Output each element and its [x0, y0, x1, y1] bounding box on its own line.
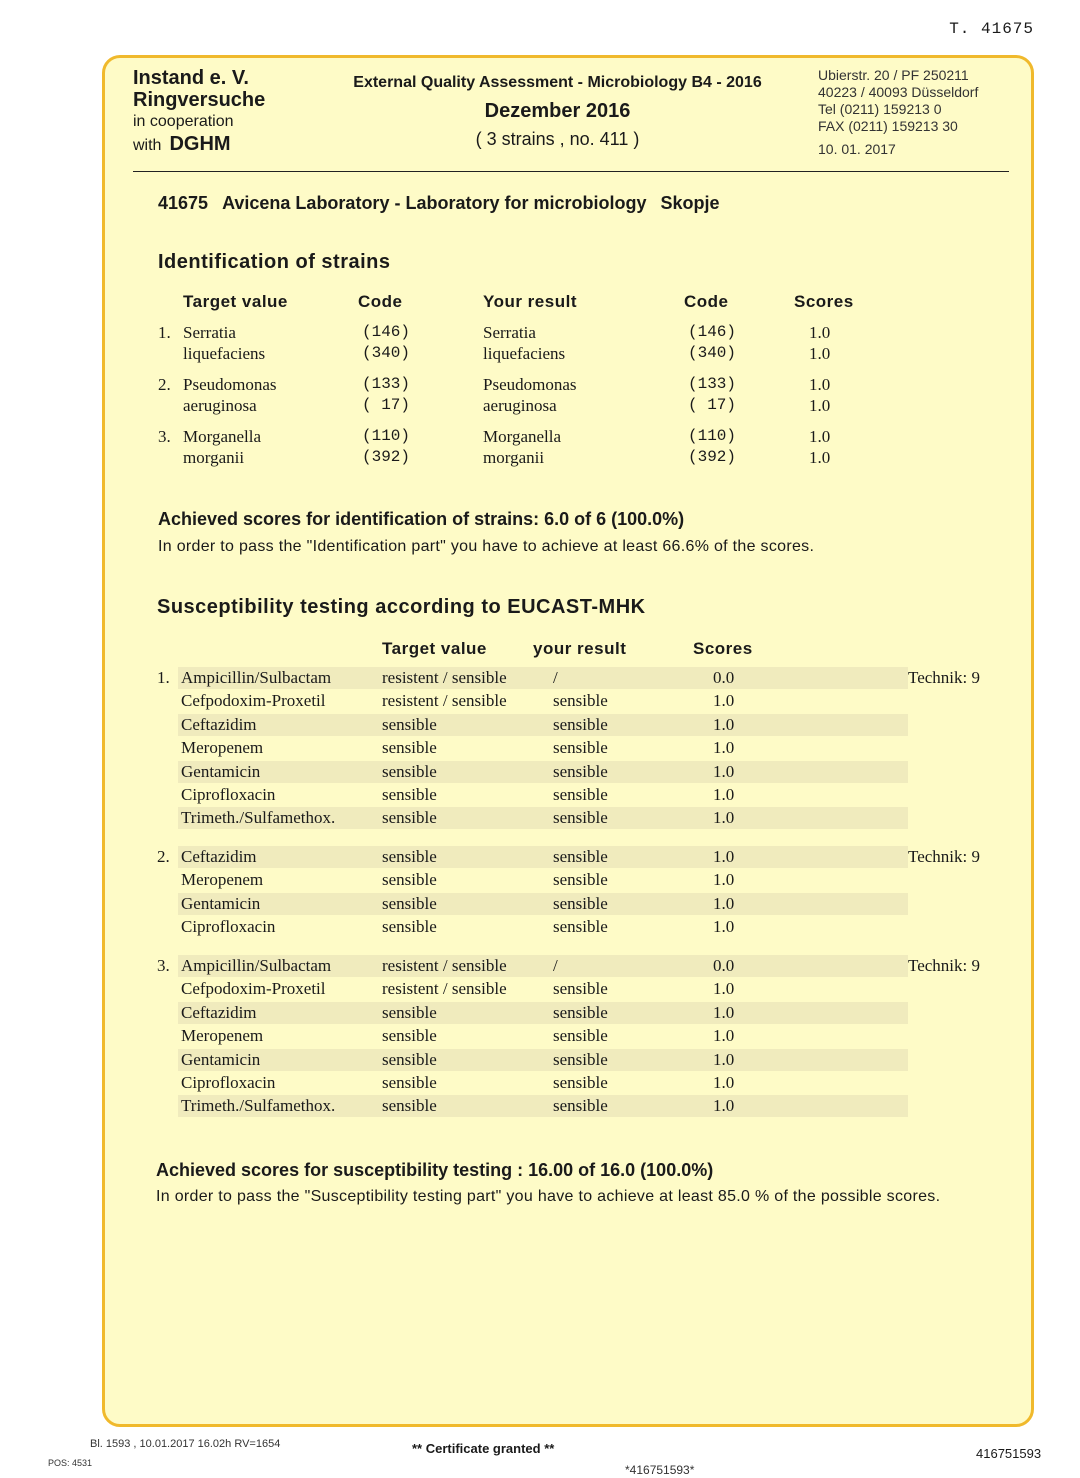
your-result: sensible [553, 979, 608, 999]
target-value: resistent / sensible [382, 979, 507, 999]
id-cell-s2: 1.0 [809, 344, 831, 363]
target-value: sensible [382, 1049, 437, 1069]
id-cell-num: 3. [158, 427, 171, 446]
susceptibility-row [178, 916, 908, 938]
id-cell-c1: (146) [362, 323, 411, 341]
cooperation-label: in cooperation [133, 113, 234, 130]
id-cell-t2: morganii [183, 448, 245, 467]
target-value: sensible [382, 1026, 437, 1046]
your-result: / [553, 668, 558, 687]
group-number: 2. [157, 847, 170, 866]
score-value: 1.0 [713, 1073, 735, 1092]
your-result: sensible [553, 1049, 608, 1069]
target-value: sensible [382, 917, 437, 937]
id-cell-t2: liquefaciens [183, 344, 266, 363]
score-value: 1.0 [713, 1002, 735, 1022]
your-result: sensible [553, 1002, 608, 1022]
identification-title: Identification of strains [158, 251, 391, 273]
lab-identification [158, 193, 734, 214]
susceptibility-row [178, 690, 908, 712]
identification-row [0, 426, 831, 468]
identification-pass-note: In order to pass the "Identification part" you have to achieve at least 66.6% of the scores. [158, 538, 815, 555]
id-cell-r2: liquefaciens [483, 344, 566, 363]
target-value: sensible [382, 738, 437, 758]
org-subtitle: Ringversuche [133, 89, 266, 111]
id-cell-t1: Pseudomonas [183, 375, 277, 394]
score-value: 1.0 [713, 893, 735, 913]
susceptibility-row [178, 761, 908, 783]
susceptibility-row [178, 807, 908, 829]
antibiotic-name: Cefpodoxim-Proxetil [181, 979, 326, 999]
col-result-code: Code [684, 292, 729, 311]
target-value: sensible [382, 785, 437, 804]
target-value: sensible [382, 893, 437, 913]
antibiotic-name: Cefpodoxim-Proxetil [181, 691, 326, 711]
target-value: resistent / sensible [382, 691, 507, 711]
footer-pos: POS: 4531 [48, 1458, 93, 1468]
your-result: sensible [553, 714, 608, 734]
target-value: sensible [382, 761, 437, 781]
antibiotic-name: Gentamicin [181, 761, 261, 781]
your-result: sensible [553, 1073, 608, 1092]
group-number: 3. [157, 956, 170, 975]
score-value: 1.0 [713, 785, 735, 804]
col-code: Code [358, 292, 403, 311]
barcode-text: *416751593* [625, 1463, 695, 1477]
score-value: 1.0 [713, 691, 735, 711]
antibiotic-name: Ampicillin/Sulbactam [181, 668, 332, 687]
score-value: 1.0 [713, 714, 735, 734]
col-your-result: Your result [483, 292, 577, 311]
id-cell-rc2: ( 17) [688, 396, 737, 414]
susceptibility-row [178, 1025, 908, 1047]
antibiotic-name: Trimeth./Sulfamethox. [181, 808, 336, 828]
antibiotic-name: Meropenem [181, 1026, 264, 1046]
antibiotic-name: Ciprofloxacin [181, 1073, 276, 1092]
your-result: sensible [553, 893, 608, 913]
your-result: sensible [553, 691, 608, 711]
score-value: 0.0 [713, 668, 735, 687]
group-number: 1. [157, 668, 170, 687]
footer-bl-line: Bl. 1593 , 10.01.2017 16.02h RV=1654 [90, 1438, 281, 1450]
target-value: sensible [382, 1073, 437, 1092]
antibiotic-name: Ciprofloxacin [181, 917, 276, 937]
your-result: sensible [553, 1026, 608, 1046]
issue-date: 10. 01. 2017 [818, 141, 896, 157]
antibiotic-name: Ceftazidim [181, 847, 257, 866]
target-value: sensible [382, 847, 437, 866]
col-scores: Scores [794, 292, 854, 311]
score-value: 1.0 [713, 847, 735, 866]
id-cell-num: 2. [158, 375, 171, 394]
target-value: sensible [382, 714, 437, 734]
antibiotic-name: Meropenem [181, 870, 264, 890]
lab-city: Skopje [660, 193, 720, 213]
id-cell-s1: 1.0 [809, 323, 831, 342]
target-value: sensible [382, 870, 437, 890]
susceptibility-row [178, 893, 908, 915]
id-cell-c2: (392) [362, 448, 411, 466]
your-result: sensible [553, 847, 608, 866]
id-cell-rc2: (340) [688, 344, 737, 362]
antibiotic-name: Ceftazidim [181, 714, 257, 734]
id-cell-rc1: (133) [688, 375, 737, 393]
eqa-title: External Quality Assessment - Microbiology B4 - 2016 [353, 74, 762, 91]
antibiotic-name: Gentamicin [181, 1049, 261, 1069]
technik-label: Technik: 9 [908, 668, 980, 687]
certificate-status: ** Certificate granted ** [412, 1441, 555, 1456]
susceptibility-row [178, 714, 908, 736]
org-name: Instand e. V. [133, 67, 249, 89]
susceptibility-row [178, 1072, 908, 1094]
fax: FAX (0211) 159213 30 [818, 118, 958, 134]
id-cell-s2: 1.0 [809, 396, 831, 415]
id-cell-rc1: (110) [688, 427, 737, 445]
antibiotic-name: Ciprofloxacin [181, 785, 276, 804]
id-cell-c2: (340) [362, 344, 411, 362]
identification-row [0, 322, 831, 364]
susceptibility-achieved: Achieved scores for susceptibility testing : 16.00 of 16.0 (100.0%) [156, 1160, 714, 1180]
eqa-strains-info: ( 3 strains , no. 411 ) [475, 129, 640, 149]
id-cell-s2: 1.0 [809, 448, 831, 467]
eqa-period: Dezember 2016 [484, 100, 631, 122]
susceptibility-pass-note: In order to pass the "Susceptibility testing part" you have to achieve at least 85.0 % of the possible scores. [156, 1188, 941, 1205]
identification-achieved: Achieved scores for identification of strains: 6.0 of 6 (100.0%) [158, 509, 685, 529]
antibiotic-name: Ceftazidim [181, 1002, 257, 1022]
susceptibility-row [178, 869, 908, 891]
score-value: 1.0 [713, 761, 735, 781]
eqa-title-block [320, 74, 795, 150]
susceptibility-title: Susceptibility testing according to EUCAST-MHK [157, 596, 646, 618]
your-result: sensible [553, 808, 608, 828]
your-result: sensible [553, 785, 608, 804]
susceptibility-row [178, 784, 908, 806]
id-cell-r1: Morganella [483, 427, 562, 446]
id-cell-c2: ( 17) [362, 396, 411, 414]
technik-label: Technik: 9 [908, 956, 980, 975]
target-value: sensible [382, 1096, 437, 1116]
identification-row [0, 374, 831, 416]
id-cell-num: 1. [158, 323, 171, 342]
id-cell-c1: (133) [362, 375, 411, 393]
page-number: T. 41675 [949, 20, 1034, 38]
your-result: sensible [553, 917, 608, 937]
antibiotic-name: Ampicillin/Sulbactam [181, 956, 332, 975]
id-cell-r2: morganii [483, 448, 545, 467]
target-value: resistent / sensible [382, 956, 507, 975]
lab-name: Avicena Laboratory - Laboratory for microbiology [222, 193, 647, 213]
id-cell-rc1: (146) [688, 323, 737, 341]
address-city: 40223 / 40093 Düsseldorf [818, 84, 979, 100]
susceptibility-row [178, 846, 908, 868]
id-cell-r1: Serratia [483, 323, 536, 342]
score-value: 1.0 [713, 917, 735, 937]
address-street: Ubierstr. 20 / PF 250211 [818, 67, 969, 83]
target-value: resistent / sensible [382, 668, 507, 687]
target-value: sensible [382, 1002, 437, 1022]
score-value: 1.0 [713, 979, 735, 999]
id-cell-t2: aeruginosa [183, 396, 257, 415]
your-result: sensible [553, 738, 608, 758]
score-value: 1.0 [713, 1096, 735, 1116]
susceptibility-row [178, 955, 908, 977]
lab-number: 41675 [158, 193, 209, 213]
id-cell-t1: Serratia [183, 323, 236, 342]
target-value: sensible [382, 808, 437, 828]
antibiotic-name: Meropenem [181, 738, 264, 758]
score-value: 0.0 [713, 956, 735, 975]
antibiotic-name: Trimeth./Sulfamethox. [181, 1096, 336, 1116]
your-result: sensible [553, 870, 608, 890]
col-sus-scores: Scores [693, 639, 753, 658]
susceptibility-row [178, 737, 908, 759]
partner-name: DGHM [169, 133, 231, 155]
id-cell-rc2: (392) [688, 448, 737, 466]
header-divider [133, 171, 1009, 172]
id-cell-r1: Pseudomonas [483, 375, 577, 394]
antibiotic-name: Gentamicin [181, 893, 261, 913]
score-value: 1.0 [713, 1026, 735, 1046]
susceptibility-row [178, 667, 908, 689]
organization-block [133, 67, 265, 157]
col-sus-target: Target value [382, 639, 487, 658]
id-cell-s1: 1.0 [809, 427, 831, 446]
your-result: sensible [553, 1096, 608, 1116]
id-cell-r2: aeruginosa [483, 396, 557, 415]
with-label: with [133, 137, 162, 154]
technik-label: Technik: 9 [908, 847, 980, 866]
score-value: 1.0 [713, 870, 735, 890]
score-value: 1.0 [713, 738, 735, 758]
col-target-value: Target value [183, 292, 288, 311]
id-cell-t1: Morganella [183, 427, 262, 446]
col-sus-result: your result [533, 639, 627, 658]
phone: Tel (0211) 159213 0 [818, 101, 942, 117]
your-result: / [553, 956, 558, 975]
susceptibility-row [178, 1095, 908, 1117]
susceptibility-row [178, 978, 908, 1000]
id-cell-c1: (110) [362, 427, 411, 445]
id-cell-s1: 1.0 [809, 375, 831, 394]
address-block [818, 67, 978, 158]
score-value: 1.0 [713, 808, 735, 828]
your-result: sensible [553, 761, 608, 781]
susceptibility-row [178, 1049, 908, 1071]
document-number: 416751593 [976, 1446, 1042, 1461]
score-value: 1.0 [713, 1049, 735, 1069]
susceptibility-row [178, 1002, 908, 1024]
